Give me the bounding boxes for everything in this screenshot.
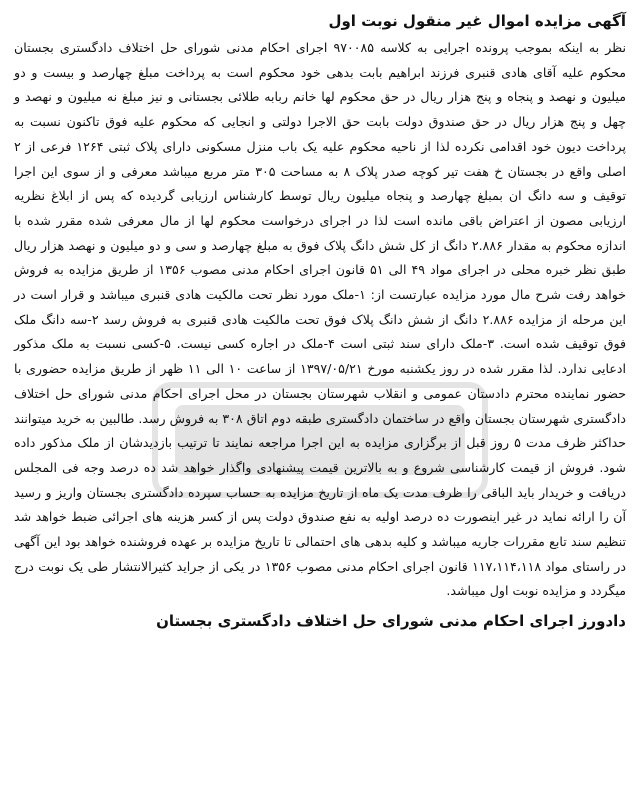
notice-title: آگهی مزایده اموال غیر منقول نوبت اول — [328, 12, 626, 30]
notice-signature: دادورز اجرای احکام مدنی شورای حل اختلاف دادگستری بجستان — [156, 612, 626, 631]
auction-notice — [10, 12, 630, 792]
notice-body: نظر به اینکه بموجب پرونده اجرایی به کلاسه ۹۷۰۰۸۵ اجرای احکام مدنی شورای حل اختلاف دادگستری بجستان محکوم علیه آقای هادی قنبری فرزند ابراهیم بابت بدهی خود محکوم است به پرداخت مبلغ چهارصد و بیست و دو میلیون و نهصد و پنجاه و پنج هزار ریال در حق محکوم لها خانم ربابه طلائی بجستانی و نیز مبلغ نه میلیون و نهصد و چهل و پنج هزار ریال در حق صندوق دولت بابت حق الاجرا دولتی و انجایی که محکوم علیه فوق تاکنون نسبت به پرداخت دیون خود اقدامی نکرده لذا از ناحیه محکوم علیه یک باب منزل مسکونی دارای پلاک ثبتی ۱۲۶۴ فرعی از ۲ اصلی واقع در بجستان خ هفت تیر کوچه صدر پلاک ۸ به مساحت ۳۰۵ متر مربع میباشد معرفی و از سوی این اجرا توقیف و سه دانگ ان بمبلغ چهارصد و پنجاه میلیون ریال توسط کارشناس ارزیابی گردیده که پس از ابلاغ نظریه ارزیابی مصون از اعتراض باقی مانده است لذا در اجرای درخواست محکوم لها از مال معرفی شده مقرر شده با اندازه محکوم به مقدار ۲.۸۸۶ دانگ از کل شش دانگ پلاک فوق به مبلغ چهارصد و سی و دو میلیون و نهصد هزار ریال طبق نظر خبره محلی در اجرای مواد ۴۹ الی ۵۱ قانون اجرای احکام مدنی مصوب ۱۳۵۶ از طریق مزایده به فروش خواهد رفت شرح مال مورد مزایده عبارتست از: ۱-ملک مورد نظر تحت مالکیت هادی قنبری میباشد و قرار است در این مرحله از مزایده ۲.۸۸۶ دانگ از شش دانگ پلاک فوق تحت مالکیت هادی قنبری به فروش رسد ۲-سه دانگ ملک فوق توقیف شده است. ۳-ملک دارای سند ثبتی است ۴-ملک در اجاره کسی نیست. ۵-کسی نسبت به ملک مذکور ادعایی ندارد. لذا مقرر شده در روز یکشنبه مورخ ۱۳۹۷/۰۵/۲۱ از ساعت ۱۰ الی ۱۱ ظهر از طریق مزایده حضوری با حضور نماینده محترم دادستان عمومی و انقلاب شهرستان بجستان در محل اجرای احکام مدنی شورای حل اختلاف دادگستری شهرستان بجستان واقع در ساختمان دادگستری طبقه دوم اتاق ۳۰۸ به فروش رسد. طالبین به خرید میتوانند حداکثر ظرف مدت ۵ روز قبل از برگزاری مزایده به این اجرا مراجعه نمایند تا ترتیب بازدیدشان از ملک مذکور داده شود. فروش از قیمت کارشناسی شروع و به بالاترین قیمت پیشنهادی واگذار خواهد شد ده درصد وجه فی المجلس دریافت و خریدار باید الباقی را ظرف مدت یک ماه از تاریخ مزایده به حساب سپرده دادگستری بجستان واریز و رسید آن را ارائه نماید در غیر اینصورت ده درصد اولیه به نفع صندوق دولت پس از کسر هزینه های اجرائی ضبط خواهد شد تنظیم سند تابع مقررات جاریه میباشد و کلیه بدهی های احتمالی تا تاریخ مزایده بر عهده فروشنده خواهد بود این آگهی در راستای مواد ۱۱۷،۱۱۴،۱۱۸ قانون اجرای احکام مدنی مصوب ۱۳۵۶ در یکی از جراید کثیرالانتشار طی یک نوبت درج میگردد و مزایده نوبت اول میباشد. — [14, 40, 626, 599]
